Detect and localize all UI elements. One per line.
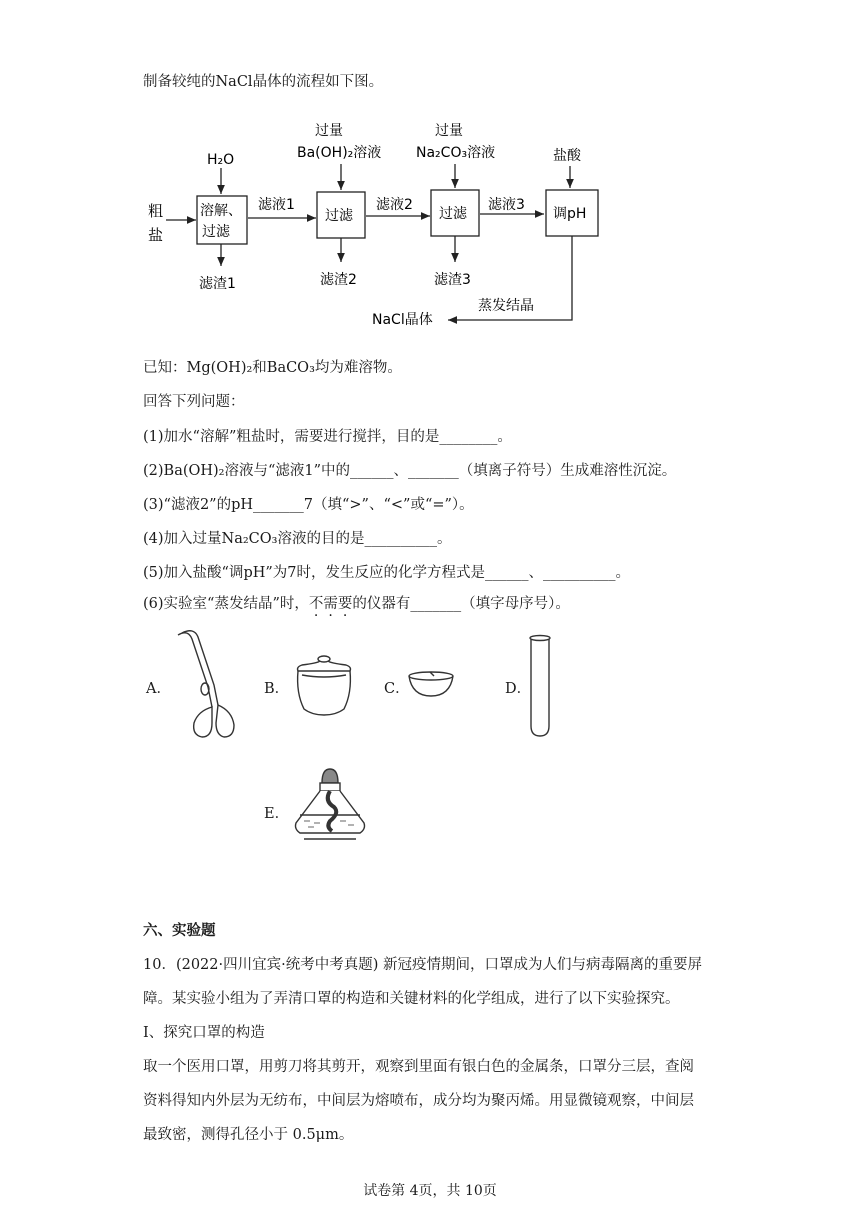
evaporate-label: 蒸发结晶 xyxy=(478,298,534,314)
q10-line-4: 取一个医用口罩，用剪刀将其剪开，观察到里面有银白色的金属条，口罩分三层，查阅 xyxy=(143,1059,694,1075)
option-c-label: C． xyxy=(384,681,410,697)
box1-line1: 溶解、 xyxy=(200,203,242,219)
question-1: (1)加水“溶解”粗盐时，需要进行搅拌，目的是________。 xyxy=(143,429,512,445)
evaporating-dish-image xyxy=(406,670,456,700)
alcohol-lamp-image xyxy=(290,767,370,849)
residue1-label: 滤渣1 xyxy=(199,276,236,292)
option-d-label: D． xyxy=(505,681,532,697)
filtrate1-label: 滤液1 xyxy=(258,197,295,213)
q10-line-5: 资料得知内外层为无纺布，中间层为熔喷布，成分均为聚丙烯。用显微镜观察，中间层 xyxy=(143,1093,694,1109)
emphasis-char-3: 要 xyxy=(337,596,353,612)
crucible-image xyxy=(292,653,356,717)
reagent2-line2: Ba(OH)₂溶液 xyxy=(297,145,382,161)
hydrochloric-acid-label: 盐酸 xyxy=(553,148,581,164)
residue2-label: 滤渣2 xyxy=(320,272,357,288)
question-6-pre: (6)实验室“蒸发结晶”时， xyxy=(143,596,309,612)
question-4: (4)加入过量Na₂CO₃溶液的目的是__________。 xyxy=(143,531,452,547)
question-6-post: 的仪器有_______（填字母序号）。 xyxy=(352,596,570,612)
box4-label: 调pH xyxy=(553,206,587,222)
filtrate3-label: 滤液3 xyxy=(488,197,525,213)
reagent3-line1: 过量 xyxy=(435,123,463,139)
known-text: 已知：Mg(OH)₂和BaCO₃均为难溶物。 xyxy=(143,360,402,376)
question-5: (5)加入盐酸“调pH”为7时，发生反应的化学方程式是______、__________。 xyxy=(143,565,631,581)
option-b-label: B． xyxy=(264,681,290,697)
reagent2-line1: 过量 xyxy=(315,123,343,139)
flow-diagram xyxy=(0,110,860,330)
question-6 xyxy=(143,592,570,613)
box1-line2: 过滤 xyxy=(202,224,230,240)
residue3-label: 滤渣3 xyxy=(434,272,471,288)
box2-label: 过滤 xyxy=(325,208,353,224)
question-3: (3)“滤液2”的pH_______7（填“>”、“<”或“=”）。 xyxy=(143,497,474,513)
intro-text: 制备较纯的NaCl晶体的流程如下图。 xyxy=(143,74,384,90)
prompt-text: 回答下列问题： xyxy=(143,394,245,410)
box3-label: 过滤 xyxy=(439,206,467,222)
q10-line-6: 最致密，测得孔径小于 0.5μm。 xyxy=(143,1127,354,1143)
section-heading: 六、实验题 xyxy=(143,922,216,939)
filtrate2-label: 滤液2 xyxy=(376,197,413,213)
test-tube-image xyxy=(528,634,552,738)
q10-line-2: 障。某实验小组为了弄清口罩的构造和关键材料的化学组成，进行了以下实验探究。 xyxy=(143,991,680,1007)
crucible-tongs-image xyxy=(168,627,242,743)
option-e-label: E． xyxy=(264,806,290,822)
emphasis-char-2: 需 xyxy=(323,596,338,612)
water-label: H₂O xyxy=(207,152,235,168)
raw-salt-label-2: 盐 xyxy=(148,226,164,244)
page-footer: 试卷第 4页，共 10页 xyxy=(363,1183,497,1199)
question-2: (2)Ba(OH)₂溶液与“滤液1”中的______、_______（填离子符号）生成难溶性沉淀。 xyxy=(143,463,677,479)
reagent3-line2: Na₂CO₃溶液 xyxy=(416,145,496,161)
emphasis-char-1: 不 xyxy=(308,596,324,612)
raw-salt-label-1: 粗 xyxy=(148,202,164,220)
q10-line-1: 10．(2022·四川宜宾·统考中考真题) 新冠疫情期间，口罩成为人们与病毒隔离的重要屏 xyxy=(143,957,702,973)
option-a-label: A． xyxy=(146,681,171,697)
product-label: NaCl晶体 xyxy=(372,312,433,328)
q10-subheading: I、探究口罩的构造 xyxy=(143,1025,265,1041)
